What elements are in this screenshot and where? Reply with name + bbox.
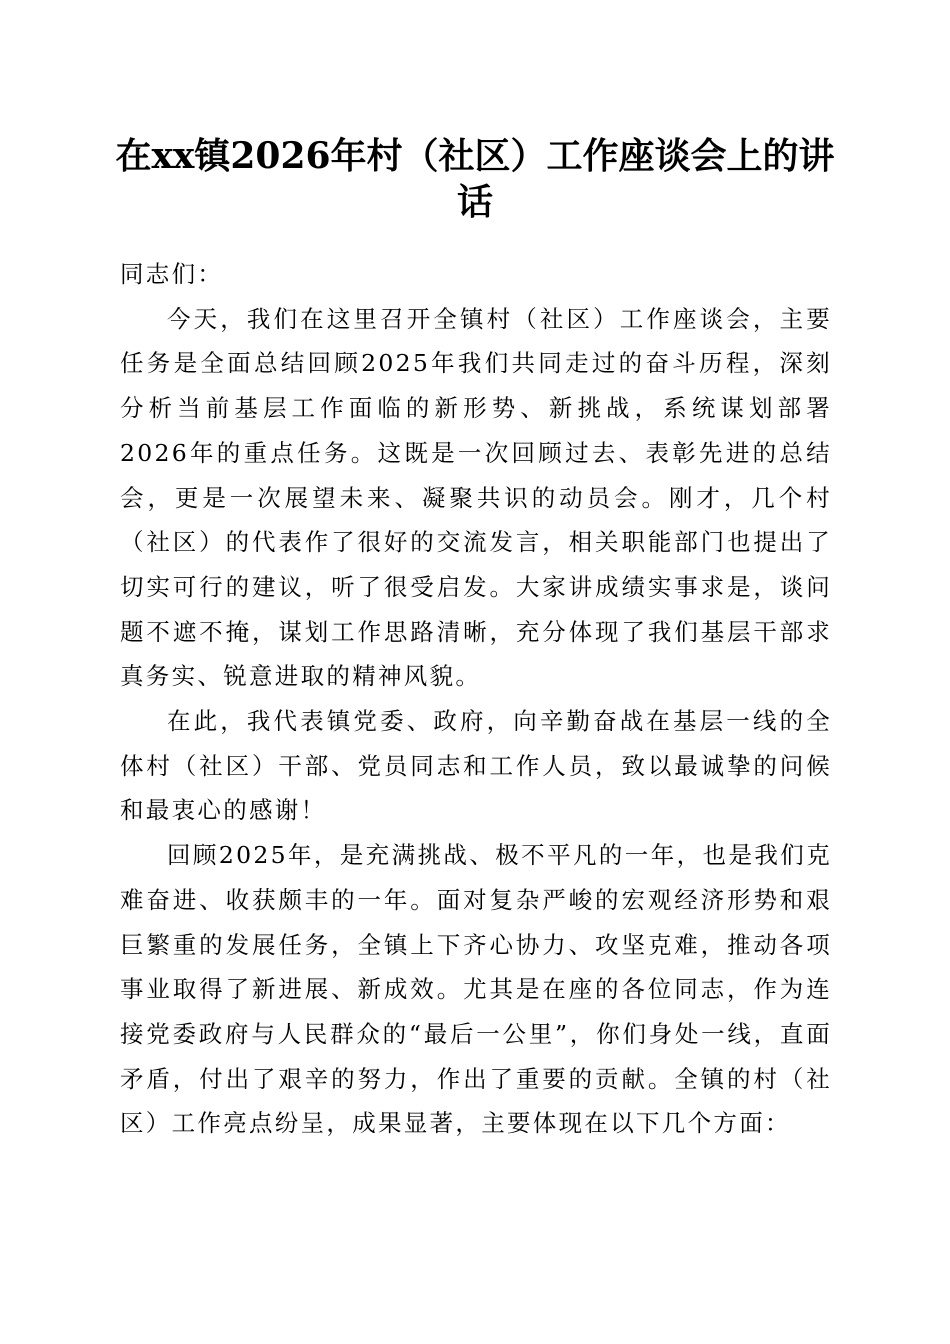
- paragraph-review: 回顾2025年，是充满挑战、极不平凡的一年，也是我们克难奋进、收获颇丰的一年。面对复杂严峻的宏观经济形势和艰巨繁重的发展任务，全镇上下齐心协力、攻坚克难，推动各项事业取得了新进展、新成效。尤其是在座的各位同志，作为连接党委政府与人民群众的“最后一公里”，你们身处一线，直面矛盾，付出了艰辛的努力，作出了重要的贡献。全镇的村（社区）工作亮点纷呈，成果显著，主要体现在以下几个方面：: [120, 841, 832, 1138]
- salutation: 同志们：: [120, 260, 224, 288]
- document-body: [120, 252, 832, 1146]
- paragraph-opening: 今天，我们在这里召开全镇村（社区）工作座谈会，主要任务是全面总结回顾2025年我们共同走过的奋斗历程，深刻分析当前基层工作面临的新形势、新挑战，系统谋划部署2026年的重点任务。这既是一次回顾过去、表彰先进的总结会，更是一次展望未来、凝聚共识的动员会。刚才，几个村（社区）的代表作了很好的交流发言，相关职能部门也提出了切实可行的建议，听了很受启发。大家讲成绩实事求是，谈问题不遮不掩，谋划工作思路清晰，充分体现了我们基层干部求真务实、锐意进取的精神风貌。: [120, 304, 832, 691]
- document-title: 在xx镇2026年村（社区）工作座谈会上的讲话: [115, 135, 835, 223]
- paragraph-thanks: 在此，我代表镇党委、政府，向辛勤奋战在基层一线的全体村（社区）干部、党员同志和工作人员，致以最诚挚的问候和最衷心的感谢！: [120, 707, 832, 825]
